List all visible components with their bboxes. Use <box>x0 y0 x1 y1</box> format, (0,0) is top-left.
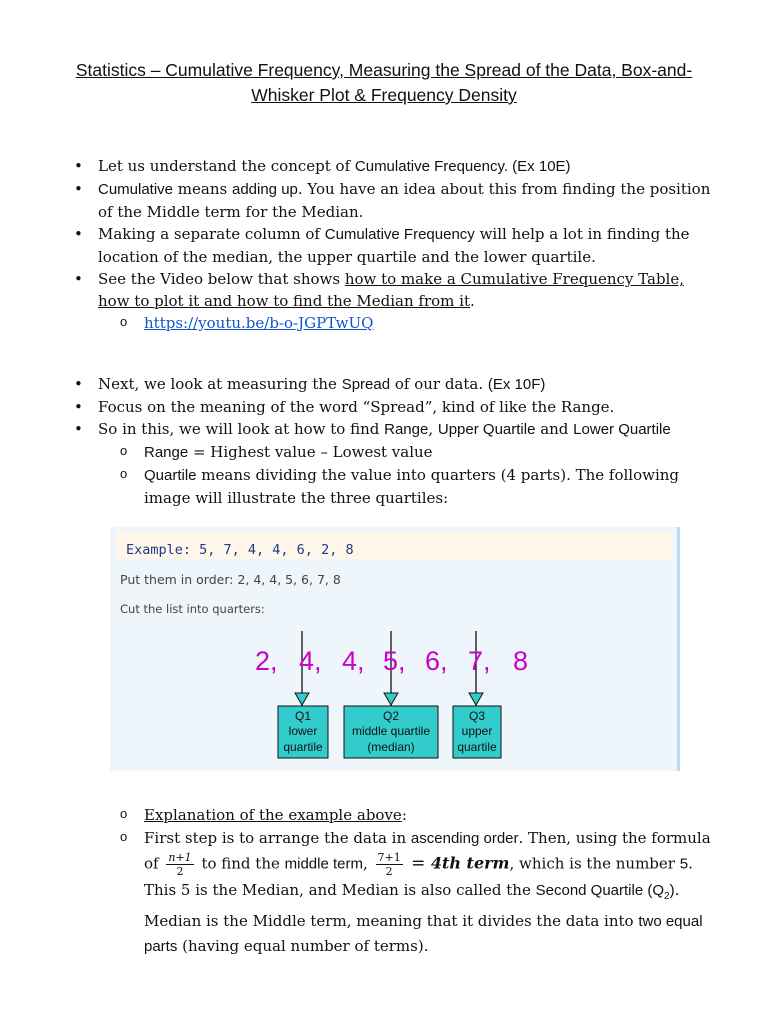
bullet-item: • Next, we look at measuring the Spread of our data. (Ex 10F) <box>60 373 720 396</box>
figure-number: 8 <box>513 646 529 676</box>
video-link[interactable]: https://youtu.be/b-o-JGPTwUQ <box>144 314 374 332</box>
q2-pointer <box>384 693 398 705</box>
bullet-item: • See the Video below that shows how to make a Cumulative Frequency Table, how to plot it and how to find the Median from it. <box>60 268 720 312</box>
quartile-figure <box>110 527 680 771</box>
figure-number: 2, <box>255 646 278 676</box>
figure-number: 6, <box>425 646 448 676</box>
q3-label: upper <box>461 724 493 738</box>
q3-pointer <box>469 693 483 705</box>
figure-number: 4, <box>299 646 322 676</box>
sub-item-video-link <box>60 312 720 334</box>
cut-text: Cut the list into quarters: <box>120 602 265 616</box>
bullet-list-spread <box>60 373 720 509</box>
q2-label: (median) <box>367 740 415 754</box>
bullet-item: • Making a separate column of Cumulative Frequency will help a lot in finding the location of the median, the upper quartile and the lower quartile. <box>60 223 720 268</box>
example-text: Example: 5, 7, 4, 4, 6, 2, 8 <box>126 542 354 558</box>
explanation-list <box>60 804 720 959</box>
page-title <box>40 58 728 108</box>
q1-label: lower <box>288 724 318 738</box>
substituted-fraction: $\frac{7+1}{2}$ <box>377 851 401 878</box>
bullet-item: • Focus on the meaning of the word “Spread”, kind of like the Range. <box>60 396 720 418</box>
sub-item-quartile: o Quartile means dividing the value into quarters (4 parts). The following image will illustrate the three quartiles: <box>60 464 720 509</box>
sub-item-explanation-heading: o Explanation of the example above: <box>60 804 720 826</box>
sub-item-range: o Range = Highest value – Lowest value <box>60 441 720 464</box>
formula-fraction: $\frac{n+1}{2}$ <box>168 851 192 878</box>
title-line-1: Statistics – Cumulative Frequency, Measuring the Spread of the Data, Box-and- <box>75 60 693 80</box>
q1-label: quartile <box>283 740 323 754</box>
q1-pointer <box>295 693 309 705</box>
figure-number: 7, <box>468 646 491 676</box>
title-line-2: Whisker Plot & Frequency Density <box>251 85 517 105</box>
q2-label: Q2 <box>382 709 400 723</box>
figure-number: 4, <box>342 646 365 676</box>
bullet-item: • So in this, we will look at how to find Range, Upper Quartile and Lower Quartile <box>60 418 720 441</box>
q3-label: quartile <box>457 740 497 754</box>
figure-number: 5, <box>383 646 406 676</box>
q2-label: middle quartile <box>351 724 431 738</box>
quartile-diagram <box>110 527 676 771</box>
q3-label: Q3 <box>468 709 486 723</box>
bullet-item: • Let us understand the concept of Cumulative Frequency. (Ex 10E) <box>60 155 720 178</box>
ordered-text: Put them in order: 2, 4, 4, 5, 6, 7, 8 <box>120 572 341 587</box>
bullet-item: • Cumulative means adding up. You have an idea about this from finding the position of the Middle term for the Median. <box>60 178 720 223</box>
q1-label: Q1 <box>294 709 312 723</box>
bullet-list-cumulative <box>60 155 720 334</box>
sub-item-explanation: o First step is to arrange the data in ascending order. Then, using the formula of $\frac{n+1}{2}$ to find the middle term, $\frac{7+1}{2}$ = 4th term, which is the number 5. This 5 is the Median, and Median is also called the Second Quartile $(Q_2)$. Median is the Middle term, meaning that it divides the data into two equal parts (having equal number of terms). <box>60 826 720 959</box>
